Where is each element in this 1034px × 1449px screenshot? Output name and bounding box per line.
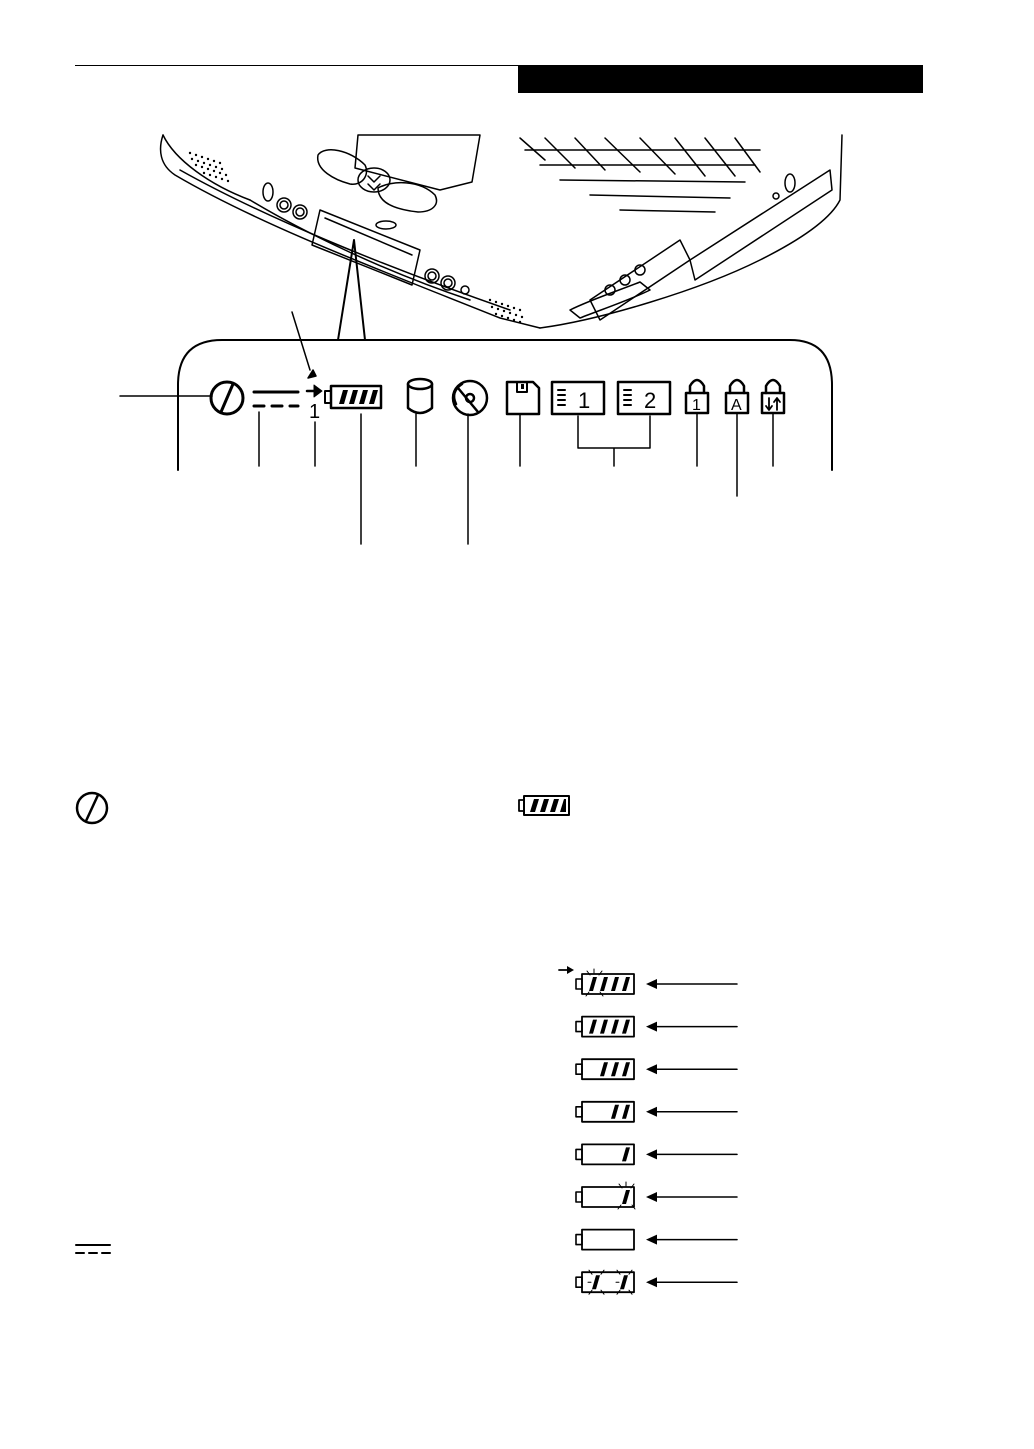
battery-bar — [622, 1020, 630, 1034]
battery-full-icon — [576, 1017, 737, 1037]
battery-half-icon — [576, 1102, 737, 1122]
battery-bar — [589, 1020, 597, 1034]
battery-charging-full-icon — [559, 966, 737, 996]
floppy-access-icon — [507, 382, 539, 414]
battery-bar — [622, 1062, 630, 1076]
battery-bar — [622, 1147, 630, 1161]
state-pointer-arrowhead — [646, 979, 657, 989]
battery-low-blinking-icon — [576, 1182, 737, 1209]
battery-state-list — [559, 966, 737, 1294]
state-pointer-arrowhead — [646, 1064, 657, 1074]
battery-fault-icon — [576, 1270, 737, 1294]
pc-card-slot-2-label: 2 — [644, 388, 657, 413]
battery-bar — [611, 1062, 619, 1076]
battery-bar — [589, 977, 597, 991]
charging-arrowhead — [567, 966, 574, 974]
battery-bar — [622, 977, 630, 991]
state-pointer-arrowhead — [646, 1107, 657, 1117]
battery-bar — [620, 1275, 628, 1289]
state-pointer-arrowhead — [646, 1235, 657, 1245]
power-icon — [211, 382, 243, 414]
battery-bar — [611, 1105, 619, 1119]
battery-bar — [600, 977, 608, 991]
hard-drive-access-icon — [408, 379, 432, 413]
legend-battery-icon — [519, 796, 569, 815]
legend-power-icon — [77, 793, 107, 823]
battery-level-icon — [325, 386, 381, 408]
ac-adapter-icon — [254, 392, 298, 406]
state-pointer-arrowhead — [646, 1149, 657, 1159]
battery-bar — [611, 1020, 619, 1034]
battery-bar — [622, 1190, 630, 1204]
cd-rom-access-icon — [453, 381, 487, 415]
keyboard — [520, 138, 760, 212]
battery-three-quarter-icon — [576, 1059, 737, 1079]
pc-card-slot-1-label: 1 — [578, 388, 591, 413]
state-pointer-arrowhead — [646, 1277, 657, 1287]
battery-charging-icon — [307, 385, 322, 397]
state-pointer-arrowhead — [646, 1192, 657, 1202]
battery-bar — [611, 977, 619, 991]
battery-bar — [600, 1020, 608, 1034]
caps-lock-label: A — [731, 397, 742, 414]
battery-bar — [622, 1105, 630, 1119]
num-lock-label: 1 — [692, 397, 701, 414]
battery-quarter-icon — [576, 1144, 737, 1164]
scroll-lock-icon — [762, 380, 784, 413]
status-lcd-window — [312, 210, 420, 285]
legend-ac-adapter-icon — [76, 1245, 110, 1253]
battery-bar — [592, 1275, 600, 1289]
laptop-illustration — [161, 135, 842, 328]
power-switch — [263, 183, 273, 201]
callout-lines — [120, 312, 773, 544]
state-pointer-arrowhead — [646, 1022, 657, 1032]
touchpad-left-button — [318, 150, 367, 184]
ac-adapter-level-label: 1 — [309, 401, 321, 423]
battery-bar — [600, 1062, 608, 1076]
battery-empty-icon — [576, 1230, 737, 1250]
